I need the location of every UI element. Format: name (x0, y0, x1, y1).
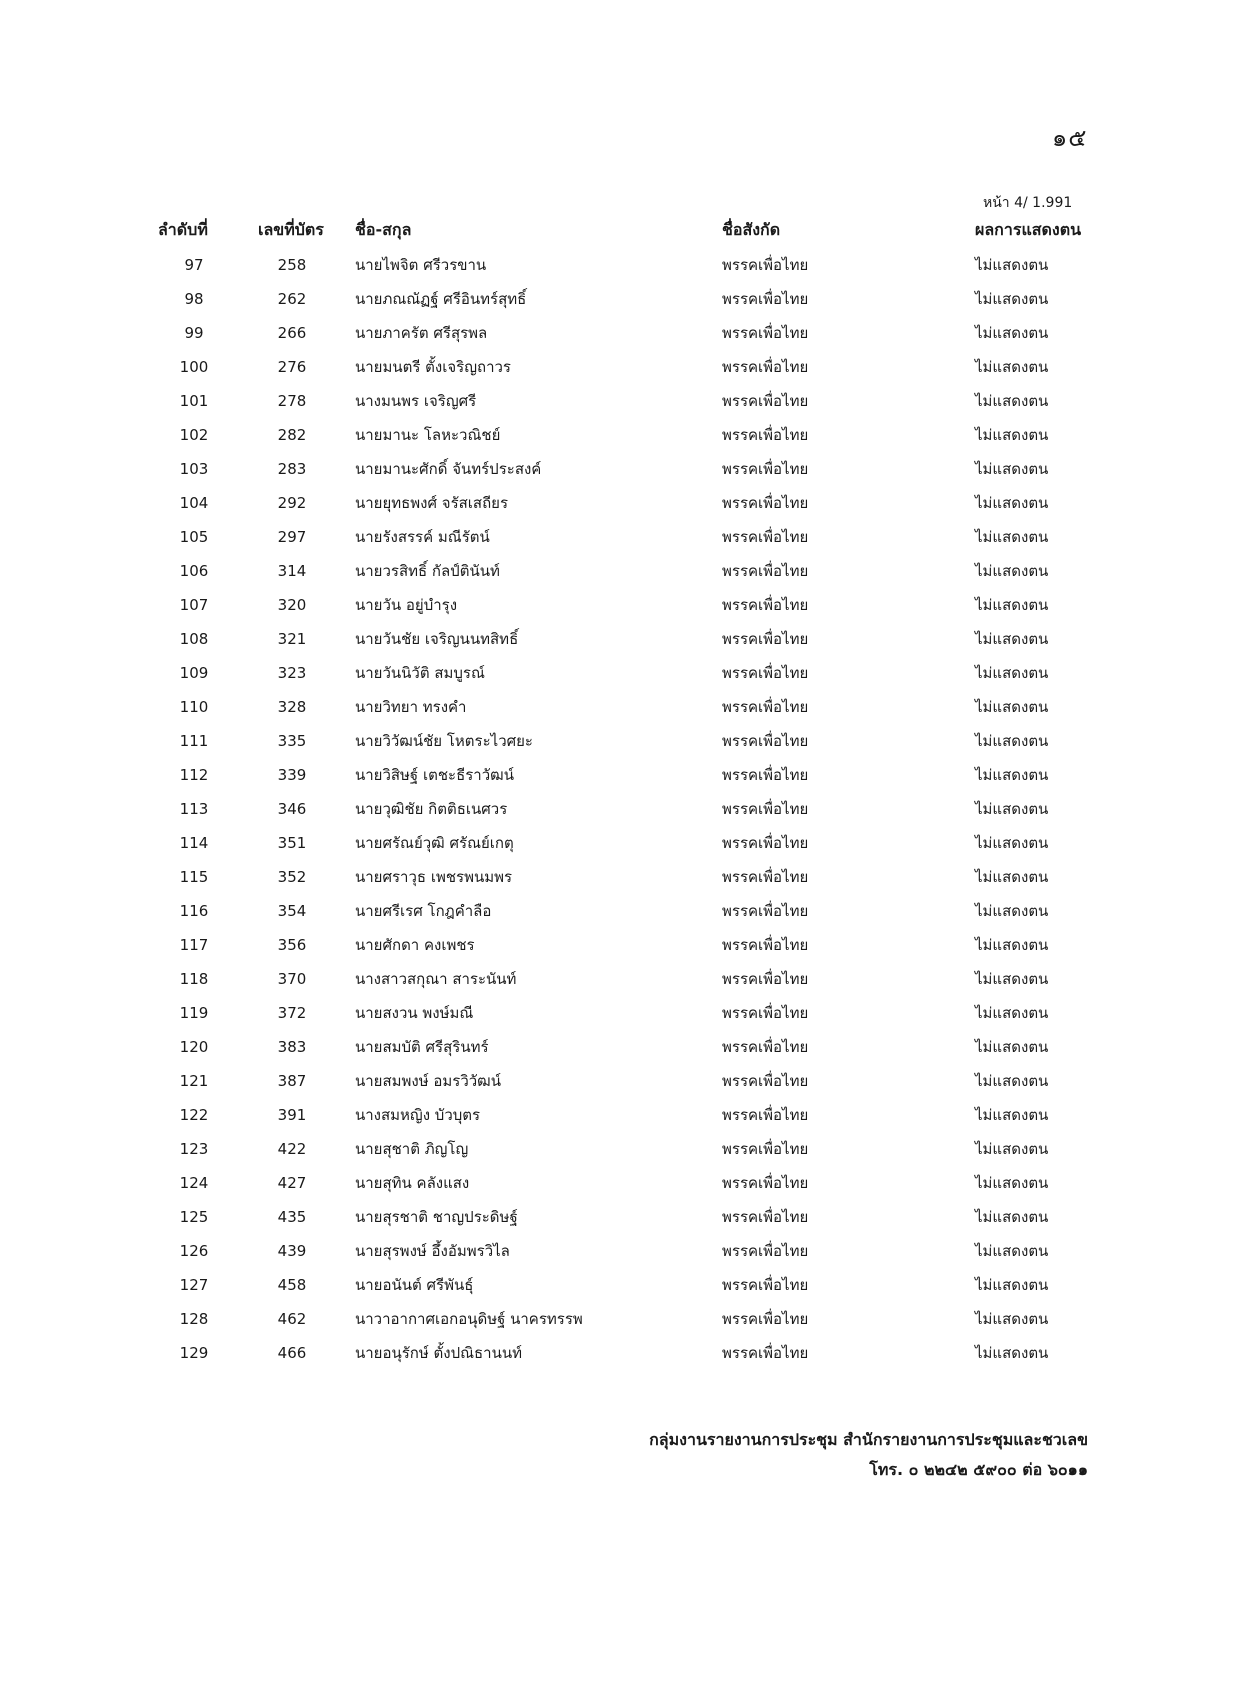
row-name: นายศราวุธ เพชรพนมพร (355, 868, 513, 886)
row-card-number: 266 (277, 324, 307, 342)
row-card-number: 356 (277, 936, 307, 954)
row-seq: 110 (179, 698, 209, 716)
table-row (0, 350, 1246, 384)
row-name: นายรังสรรค์ มณีรัตน์ (355, 528, 490, 546)
row-name: นายศรัณย์วุฒิ ศรัณย์เกตุ (355, 834, 514, 852)
row-result: ไม่แสดงตน (975, 426, 1049, 444)
row-result: ไม่แสดงตน (975, 1310, 1049, 1328)
row-name: นายมนตรี ตั้งเจริญถาวร (355, 358, 511, 376)
row-card-number: 339 (277, 766, 307, 784)
table-row (0, 656, 1246, 690)
row-seq: 107 (179, 596, 209, 614)
row-seq: 116 (179, 902, 209, 920)
table-row (0, 1098, 1246, 1132)
table-row (0, 622, 1246, 656)
table-row (0, 282, 1246, 316)
row-seq: 99 (184, 324, 204, 342)
row-name: นายวิทยา ทรงคำ (355, 698, 467, 716)
row-result: ไม่แสดงตน (975, 970, 1049, 988)
row-party: พรรคเพื่อไทย (722, 1140, 809, 1158)
table-row (0, 588, 1246, 622)
row-card-number: 391 (277, 1106, 307, 1124)
row-party: พรรคเพื่อไทย (722, 698, 809, 716)
row-card-number: 372 (277, 1004, 307, 1022)
row-result: ไม่แสดงตน (975, 1276, 1049, 1294)
row-result: ไม่แสดงตน (975, 664, 1049, 682)
row-name: นายสุรพงษ์ อึ้งอัมพรวิไล (355, 1242, 510, 1260)
row-name: นายภาครัต ศรีสุรพล (355, 324, 488, 342)
row-party: พรรคเพื่อไทย (722, 392, 809, 410)
row-party: พรรคเพื่อไทย (722, 562, 809, 580)
row-name: นางสาวสกุณา สาระนันท์ (355, 970, 517, 988)
row-name: นางสมหญิง บัวบุตร (355, 1106, 481, 1124)
row-name: นายวันนิวัติ สมบูรณ์ (355, 664, 485, 682)
row-party: พรรคเพื่อไทย (722, 256, 809, 274)
row-name: นายวรสิทธิ์ กัลป์ตินันท์ (355, 562, 500, 580)
row-card-number: 466 (277, 1344, 307, 1362)
row-seq: 98 (184, 290, 204, 308)
row-result: ไม่แสดงตน (975, 766, 1049, 784)
table-row (0, 1268, 1246, 1302)
row-result: ไม่แสดงตน (975, 256, 1049, 274)
table-row (0, 758, 1246, 792)
row-card-number: 335 (277, 732, 307, 750)
row-card-number: 351 (277, 834, 307, 852)
table-row (0, 1166, 1246, 1200)
row-party: พรรคเพื่อไทย (722, 494, 809, 512)
row-card-number: 328 (277, 698, 307, 716)
header-result: ผลการแสดงตน (975, 220, 1082, 239)
row-party: พรรคเพื่อไทย (722, 1310, 809, 1328)
row-name: นายมานะ โลหะวณิชย์ (355, 426, 501, 444)
row-result: ไม่แสดงตน (975, 868, 1049, 886)
row-party: พรรคเพื่อไทย (722, 426, 809, 444)
row-card-number: 439 (277, 1242, 307, 1260)
row-seq: 125 (179, 1208, 209, 1226)
row-party: พรรคเพื่อไทย (722, 290, 809, 308)
row-name: นายศรีเรศ โกฎคำลือ (355, 902, 492, 920)
row-party: พรรคเพื่อไทย (722, 1242, 809, 1260)
row-card-number: 314 (277, 562, 307, 580)
row-result: ไม่แสดงตน (975, 936, 1049, 954)
row-card-number: 458 (277, 1276, 307, 1294)
row-seq: 121 (179, 1072, 209, 1090)
row-card-number: 370 (277, 970, 307, 988)
row-name: นายอนันต์ ศรีพันธุ์ (355, 1276, 474, 1294)
row-result: ไม่แสดงตน (975, 528, 1049, 546)
attendance-table (0, 248, 1246, 1370)
row-result: ไม่แสดงตน (975, 358, 1049, 376)
table-row (0, 384, 1246, 418)
row-card-number: 352 (277, 868, 307, 886)
row-seq: 117 (179, 936, 209, 954)
row-name: นายวิวัฒน์ชัย โหตระไวศยะ (355, 732, 533, 750)
table-header (0, 218, 1246, 252)
row-party: พรรคเพื่อไทย (722, 970, 809, 988)
table-row (0, 894, 1246, 928)
table-row (0, 724, 1246, 758)
table-row (0, 520, 1246, 554)
row-seq: 109 (179, 664, 209, 682)
table-row (0, 1336, 1246, 1370)
table-row (0, 690, 1246, 724)
row-card-number: 383 (277, 1038, 307, 1056)
header-seq: ลำดับที่ (158, 220, 208, 239)
row-party: พรรคเพื่อไทย (722, 834, 809, 852)
row-party: พรรคเพื่อไทย (722, 1072, 809, 1090)
row-name: นายสมพงษ์ อมรวิวัฒน์ (355, 1072, 501, 1090)
row-name: นายมานะศักดิ์ จันทร์ประสงค์ (355, 460, 542, 478)
row-seq: 106 (179, 562, 209, 580)
row-seq: 127 (179, 1276, 209, 1294)
header-name: ชื่อ-สกุล (355, 220, 412, 239)
header-card-number: เลขที่บัตร (258, 220, 324, 239)
row-card-number: 354 (277, 902, 307, 920)
table-row (0, 1132, 1246, 1166)
row-card-number: 387 (277, 1072, 307, 1090)
table-row (0, 418, 1246, 452)
row-party: พรรคเพื่อไทย (722, 664, 809, 682)
row-seq: 126 (179, 1242, 209, 1260)
row-name: นายวันชัย เจริญนนทสิทธิ์ (355, 630, 519, 648)
row-party: พรรคเพื่อไทย (722, 460, 809, 478)
row-party: พรรคเพื่อไทย (722, 324, 809, 342)
row-seq: 101 (179, 392, 209, 410)
row-seq: 122 (179, 1106, 209, 1124)
footer-phone: โทร. ๐ ๒๒๔๒ ๕๙๐๐ ต่อ ๖๐๑๑ (869, 1460, 1088, 1479)
row-seq: 128 (179, 1310, 209, 1328)
row-card-number: 320 (277, 596, 307, 614)
row-party: พรรคเพื่อไทย (722, 766, 809, 784)
row-seq: 105 (179, 528, 209, 546)
table-row (0, 452, 1246, 486)
row-name: นายสุรชาติ ชาญประดิษฐ์ (355, 1208, 518, 1226)
row-result: ไม่แสดงตน (975, 698, 1049, 716)
row-card-number: 323 (277, 664, 307, 682)
row-card-number: 262 (277, 290, 307, 308)
page-number: ๑๕ (1052, 124, 1088, 152)
row-party: พรรคเพื่อไทย (722, 1038, 809, 1056)
row-seq: 114 (179, 834, 209, 852)
row-result: ไม่แสดงตน (975, 1174, 1049, 1192)
table-row (0, 486, 1246, 520)
table-row (0, 1064, 1246, 1098)
row-name: นายสมบัติ ศรีสุรินทร์ (355, 1038, 489, 1056)
row-card-number: 258 (277, 256, 307, 274)
row-result: ไม่แสดงตน (975, 460, 1049, 478)
row-result: ไม่แสดงตน (975, 324, 1049, 342)
row-card-number: 346 (277, 800, 307, 818)
row-result: ไม่แสดงตน (975, 1140, 1049, 1158)
row-name: นายภณณัฏฐ์ ศรีอินทร์สุทธิ์ (355, 290, 527, 308)
table-row (0, 826, 1246, 860)
row-card-number: 462 (277, 1310, 307, 1328)
row-name: นายอนุรักษ์ ตั้งปณิธานนท์ (355, 1344, 522, 1362)
row-seq: 119 (179, 1004, 209, 1022)
row-seq: 102 (179, 426, 209, 444)
page-reference: หน้า 4/ 1.991 (983, 195, 1073, 211)
table-row (0, 1030, 1246, 1064)
table-row (0, 962, 1246, 996)
row-party: พรรคเพื่อไทย (722, 1004, 809, 1022)
row-seq: 124 (179, 1174, 209, 1192)
table-row (0, 248, 1246, 282)
row-seq: 100 (179, 358, 209, 376)
row-card-number: 297 (277, 528, 307, 546)
row-seq: 111 (179, 732, 209, 750)
table-row (0, 1234, 1246, 1268)
row-result: ไม่แสดงตน (975, 1106, 1049, 1124)
row-party: พรรคเพื่อไทย (722, 1276, 809, 1294)
header-party: ชื่อสังกัด (722, 220, 781, 239)
row-seq: 104 (179, 494, 209, 512)
row-result: ไม่แสดงตน (975, 834, 1049, 852)
row-seq: 97 (184, 256, 204, 274)
row-card-number: 422 (277, 1140, 307, 1158)
row-result: ไม่แสดงตน (975, 1242, 1049, 1260)
row-seq: 118 (179, 970, 209, 988)
row-result: ไม่แสดงตน (975, 562, 1049, 580)
row-result: ไม่แสดงตน (975, 1208, 1049, 1226)
row-seq: 120 (179, 1038, 209, 1056)
row-party: พรรคเพื่อไทย (722, 1174, 809, 1192)
row-name: นายวุฒิชัย กิตติธเนศวร (355, 800, 508, 818)
row-card-number: 435 (277, 1208, 307, 1226)
table-row (0, 554, 1246, 588)
row-result: ไม่แสดงตน (975, 290, 1049, 308)
row-party: พรรคเพื่อไทย (722, 1344, 809, 1362)
row-name: นายวิสิษฐ์ เตชะธีราวัฒน์ (355, 766, 514, 784)
row-party: พรรคเพื่อไทย (722, 868, 809, 886)
row-card-number: 292 (277, 494, 307, 512)
row-result: ไม่แสดงตน (975, 1344, 1049, 1362)
row-party: พรรคเพื่อไทย (722, 596, 809, 614)
row-party: พรรคเพื่อไทย (722, 528, 809, 546)
row-seq: 103 (179, 460, 209, 478)
row-name: นายยุทธพงศ์ จรัสเสถียร (355, 494, 509, 512)
row-party: พรรคเพื่อไทย (722, 732, 809, 750)
row-party: พรรคเพื่อไทย (722, 1106, 809, 1124)
table-row (0, 792, 1246, 826)
row-name: นายศักดา คงเพชร (355, 936, 475, 954)
row-result: ไม่แสดงตน (975, 630, 1049, 648)
table-row (0, 1302, 1246, 1336)
row-party: พรรคเพื่อไทย (722, 630, 809, 648)
row-result: ไม่แสดงตน (975, 596, 1049, 614)
row-party: พรรคเพื่อไทย (722, 358, 809, 376)
row-result: ไม่แสดงตน (975, 732, 1049, 750)
row-seq: 112 (179, 766, 209, 784)
row-name: นายวัน อยู่บำรุง (355, 596, 458, 614)
row-party: พรรคเพื่อไทย (722, 936, 809, 954)
row-name: นายไพจิต ศรีวรขาน (355, 256, 487, 274)
row-result: ไม่แสดงตน (975, 800, 1049, 818)
row-seq: 108 (179, 630, 209, 648)
row-party: พรรคเพื่อไทย (722, 1208, 809, 1226)
row-name: นายสุชาติ ภิญโญ (355, 1140, 469, 1158)
row-result: ไม่แสดงตน (975, 1072, 1049, 1090)
row-card-number: 282 (277, 426, 307, 444)
row-name: นายสงวน พงษ์มณี (355, 1004, 474, 1022)
row-result: ไม่แสดงตน (975, 1004, 1049, 1022)
row-party: พรรคเพื่อไทย (722, 800, 809, 818)
table-row (0, 860, 1246, 894)
table-row (0, 1200, 1246, 1234)
row-party: พรรคเพื่อไทย (722, 902, 809, 920)
table-row (0, 316, 1246, 350)
row-result: ไม่แสดงตน (975, 494, 1049, 512)
table-row (0, 996, 1246, 1030)
row-card-number: 427 (277, 1174, 307, 1192)
row-seq: 113 (179, 800, 209, 818)
table-row (0, 928, 1246, 962)
row-seq: 123 (179, 1140, 209, 1158)
row-name: นางมนพร เจริญศรี (355, 392, 477, 410)
row-name: นาวาอากาศเอกอนุดิษฐ์ นาครทรรพ (355, 1310, 583, 1328)
row-result: ไม่แสดงตน (975, 902, 1049, 920)
row-result: ไม่แสดงตน (975, 1038, 1049, 1056)
row-card-number: 283 (277, 460, 307, 478)
footer-office: กลุ่มงานรายงานการประชุม สำนักรายงานการประชุมและชวเลข (649, 1430, 1088, 1449)
row-result: ไม่แสดงตน (975, 392, 1049, 410)
row-seq: 115 (179, 868, 209, 886)
row-card-number: 278 (277, 392, 307, 410)
row-card-number: 321 (277, 630, 307, 648)
row-seq: 129 (179, 1344, 209, 1362)
row-card-number: 276 (277, 358, 307, 376)
row-name: นายสุทิน คลังแสง (355, 1174, 470, 1192)
